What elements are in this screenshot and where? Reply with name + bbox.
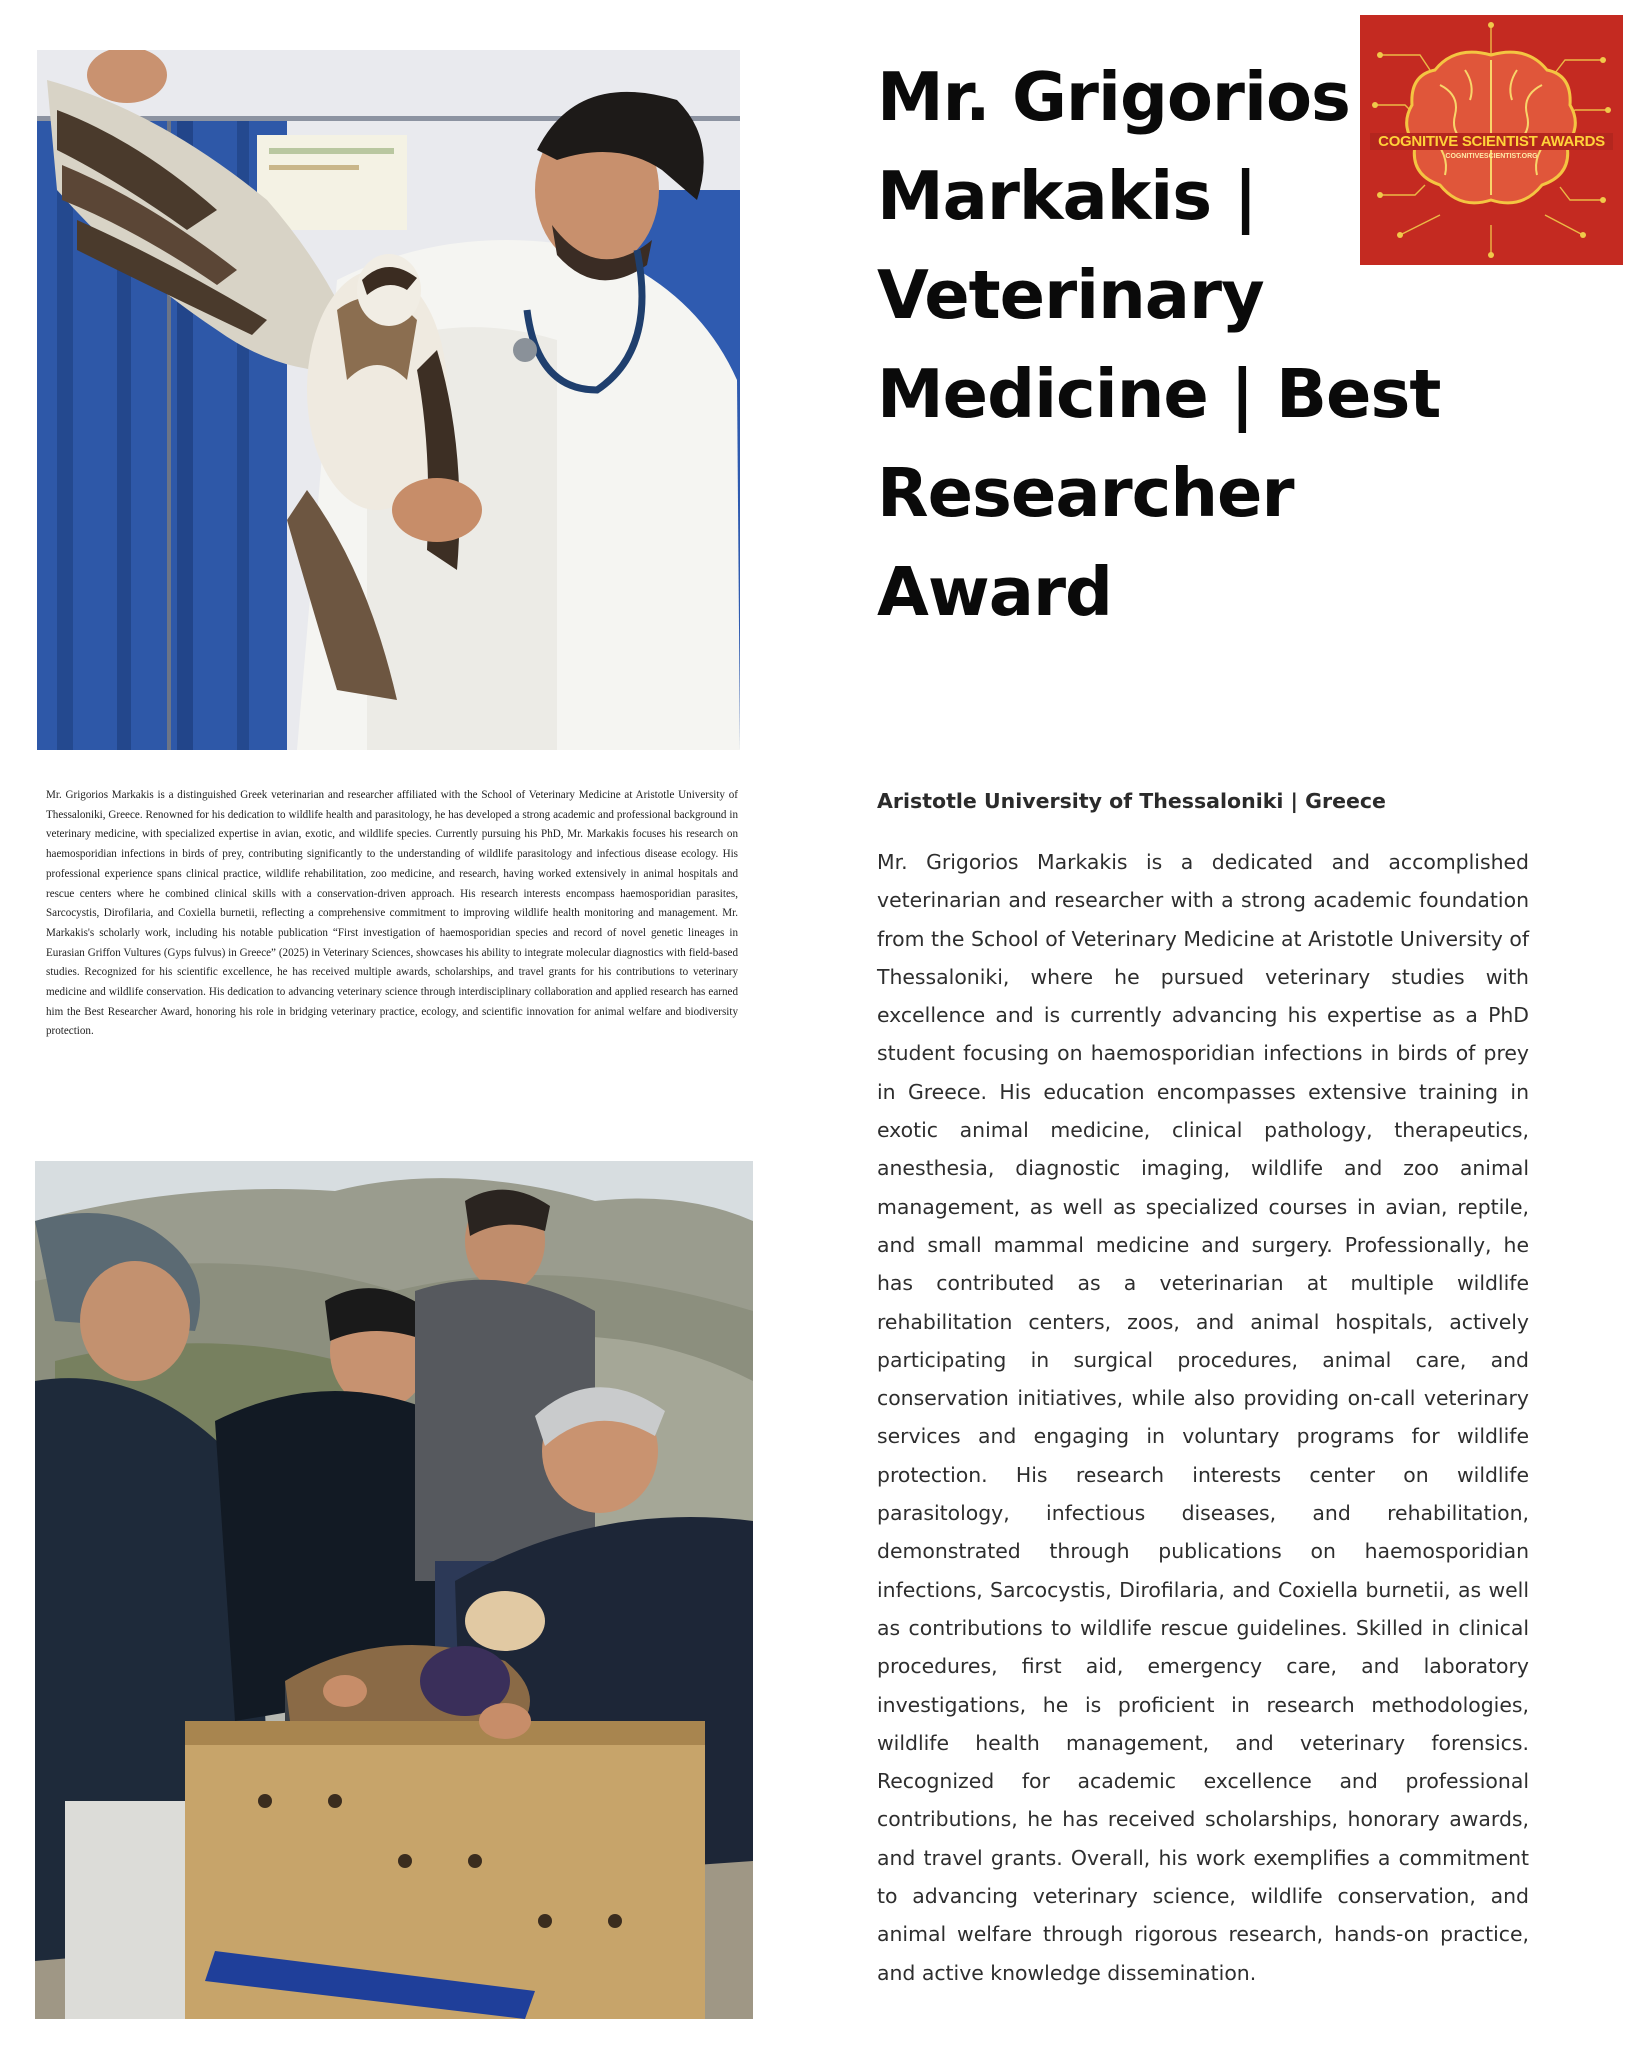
badge-url: COGNITIVESCIENTIST.ORG (1445, 153, 1538, 160)
biography-paragraph: Mr. Grigorios Markakis is a dedicated and accomplished veterinarian and researcher with a strong academic foundation from the School of Veterinary Medicine at Aristotle University of Thessaloniki, where he pursued veterinary studies with excellence and is currently advancing his expertise as a PhD student focusing on haemosporidian infections in birds of prey in Greece. His education encompasses extensive training in exotic animal medicine, clinical pathology, therapeutics, anesthesia, diagnostic imaging, wildlife and zoo animal management, as well as specialized courses in avian, reptile, and small mammal medicine and surgery. Professionally, he has contributed as a veterinarian at multiple wildlife rehabilitation centers, zoos, and animal hospitals, actively participating in surgical procedures, animal care, and conservation initiatives, while also providing on-call veterinary services and engaging in voluntary programs for wildlife protection. His research interests center on wildlife parasitology, infectious diseases, and rehabilitation, demonstrated through publications on haemosporidian infections, Sarcocystis, Dirofilaria, and Coxiella burnetii, as well as contributions to wildlife rescue guidelines. Skilled in clinical procedures, first aid, emergency care, and laboratory investigations, he is proficient in research methodologies, wildlife health management, and veterinary forensics. Recognized for academic excellence and professional contributions, he has received scholarships, honorary awards, and travel grants. Overall, his work exemplifies a commitment to advancing veterinary science, wildlife conservation, and animal welfare through rigorous research, hands-on practice, and active knowledge dissemination. (877, 850, 1529, 1985)
badge-title: COGNITIVE SCIENTIST AWARDS (1370, 133, 1613, 150)
team-with-vulture-photo (35, 1161, 753, 2019)
veterinarian-with-osprey-photo (37, 50, 740, 750)
cognitive-scientist-awards-badge (1360, 15, 1623, 265)
affiliation-line: Aristotle University of Thessaloniki | Greece (877, 789, 1386, 813)
page-title: Mr. Grigorios Markakis | Veterinary Medicine | Best Researcher Award (877, 58, 1441, 631)
caption-paragraph: Mr. Grigorios Markakis is a distinguished Greek veterinarian and researcher affiliated with the School of Veterinary Medicine at Aristotle University of Thessaloniki, Greece. Renowned for his dedication to wildlife health and parasitology, he has developed a strong academic and professional background in veterinary medicine, with specialized expertise in avian, exotic, and wildlife species. Currently pursuing his PhD, Mr. Markakis focuses his research on haemosporidian infections in birds of prey, contributing significantly to the understanding of wildlife parasitology and infectious disease ecology. His professional experience spans clinical practice, wildlife rehabilitation, zoo medicine, and research, having worked extensively in animal hospitals and rescue centers where he combined clinical skills with a conservation-driven approach. His research interests encompass haemosporidian parasites, Sarcocystis, Dirofilaria, and Coxiella burnetii, reflecting a comprehensive commitment to improving wildlife health monitoring and management. Mr. Markakis's scholarly work, including his notable publication “First investigation of haemosporidian species and record of novel genetic lineages in Eurasian Griffon Vultures (Gyps fulvus) in Greece” (2025) in Veterinary Sciences, showcases his ability to integrate molecular diagnostics with field-based studies. Recognized for his scientific excellence, he has received multiple awards, scholarships, and travel grants for his contributions to veterinary medicine and wildlife conservation. His dedication to advancing veterinary science through interdisciplinary collaboration and applied research has earned him the Best Researcher Award, honoring his role in bridging veterinary practice, ecology, and scientific innovation for animal welfare and biodiversity protection. (46, 789, 738, 1038)
